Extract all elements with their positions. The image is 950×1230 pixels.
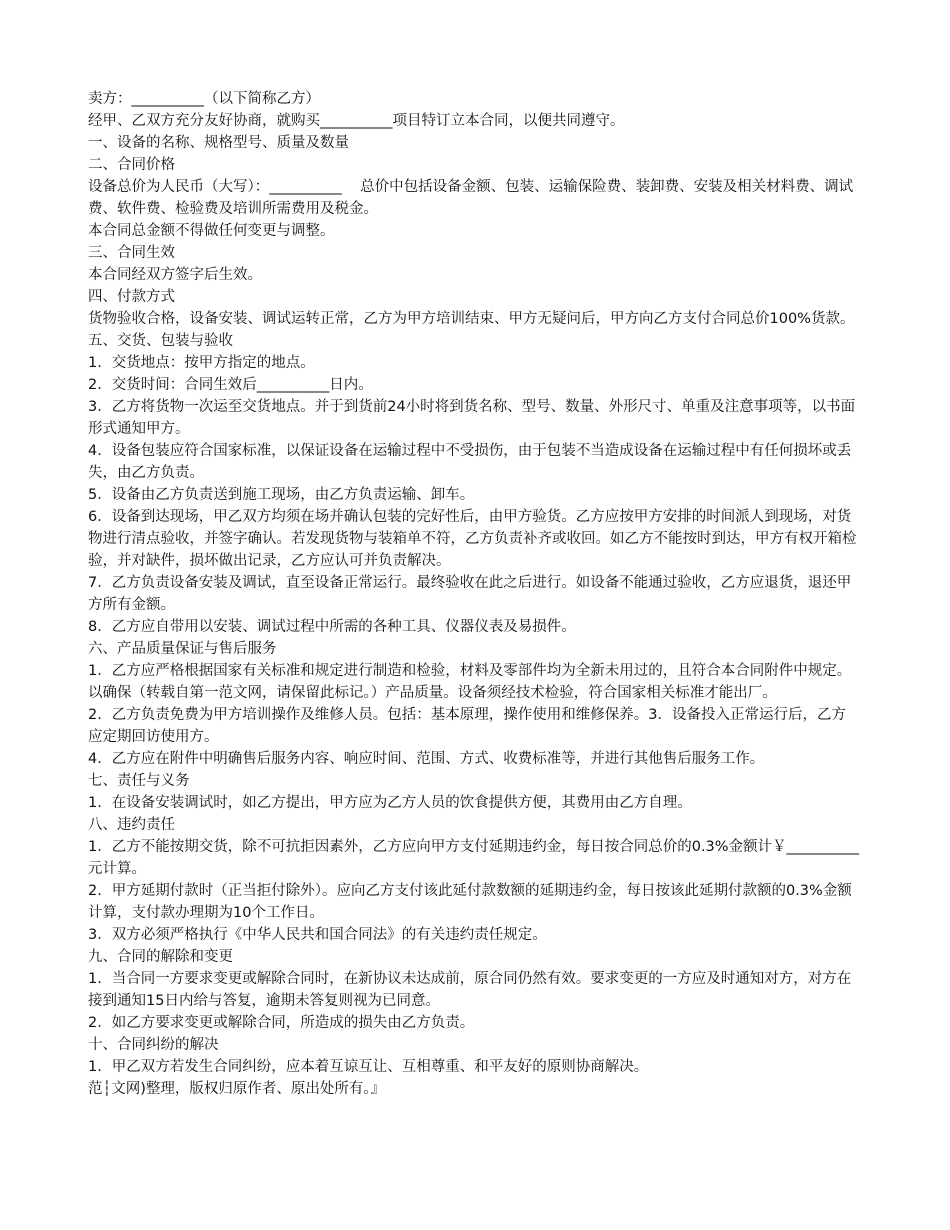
clause-delivery-7: 7．乙方负责设备安装及调试，直至设备正常运行。最终验收在此之后进行。如设备不能通过验收，乙方应退货，退还甲方所有金额。 (88, 575, 852, 613)
preamble-line: 经甲、乙双方充分友好协商，就购买__________项目特订立本合同，以便共同遵守。 (88, 113, 625, 129)
section-heading-10: 十、合同纠纷的解决 (88, 1037, 219, 1053)
clause-delivery-1: 1．交货地点：按甲方指定的地点。 (88, 355, 315, 371)
section-heading-6: 六、产品质量保证与售后服务 (88, 641, 277, 657)
clause-quality-2: 2．乙方负责免费为甲方培训操作及维修人员。包括：基本原理，操作使用和维修保养。3．设备投入正常运行后，乙方应定期回访使用方。 (88, 707, 846, 745)
section-heading-1: 一、设备的名称、规格型号、质量及数量 (88, 135, 349, 151)
source-footer-line: 范┆文网)整理，版权归原作者、原出处所有。』 (88, 1081, 386, 1097)
section-heading-8: 八、违约责任 (88, 817, 175, 833)
clause-duty-1: 1．在设备安装调试时，如乙方提出，甲方应为乙方人员的饮食提供方便，其费用由乙方自理。 (88, 795, 692, 811)
section-heading-9: 九、合同的解除和变更 (88, 949, 233, 965)
section-heading-7: 七、责任与义务 (88, 773, 190, 789)
clause-delivery-8: 8．乙方应自带用以安装、调试过程中所需的各种工具、仪器仪表及易损件。 (88, 619, 576, 635)
contract-document (88, 88, 860, 1100)
section-heading-2: 二、合同价格 (88, 157, 175, 173)
clause-delivery-3: 3．乙方将货物一次运至交货地点。并于到货前24小时将到货名称、型号、数量、外形尺寸、单重及注意事项等，以书面形式通知甲方。 (88, 399, 856, 437)
paragraph-payment: 货物验收合格，设备安装、调试运转正常，乙方为甲方培训结束、甲方无疑问后，甲方向乙方支付合同总价100%货款。五、交货、包装与验收 (88, 311, 855, 349)
clause-delivery-6: 6．设备到达现场，甲乙双方均须在场并确认包装的完好性后，由甲方验货。乙方应按甲方安排的时间派人到现场，对货物进行清点验收，并签字确认。若发现货物与装箱单不符，乙方负责补齐或收回。如乙方不能按时到达，甲方有权开箱检验，并对缺件，损坏做出记录，乙方应认可并负责解决。 (88, 509, 857, 569)
clause-quality-4: 4．乙方应在附件中明确售后服务内容、响应时间、范围、方式、收费标准等，并进行其他售后服务工作。 (88, 751, 765, 767)
paragraph-no-change: 本合同总金额不得做任何变更与调整。 (88, 223, 335, 239)
clause-dispute-1: 1．甲乙双方若发生合同纠纷，应本着互谅互让、互相尊重、和平友好的原则协商解决。 (88, 1059, 649, 1075)
seller-line: 卖方：__________（以下简称乙方） (88, 91, 320, 107)
clause-delivery-5: 5．设备由乙方负责送到施工现场，由乙方负责运输、卸车。 (88, 487, 475, 503)
paragraph-total-price: 设备总价为人民币（大写）：__________ 总价中包括设备金额、包装、运输保险费、装卸费、安装及相关材料费、调试费、软件费、检验费及培训所需费用及税金。 (88, 179, 854, 217)
clause-breach-3: 3．双方必须严格执行《中华人民共和国合同法》的有关违约责任规定。 (88, 927, 547, 943)
section-heading-3: 三、合同生效 (88, 245, 175, 261)
clause-quality-1: 1．乙方应严格根据国家有关标准和规定进行制造和检验，材料及零部件均为全新未用过的，且符合本合同附件中规定。以确保（转载自第一范文网，请保留此标记。）产品质量。设备须经技术检验，符合国家相关标准才能出厂。 (88, 663, 852, 701)
paragraph-effective: 本合同经双方签字后生效。 (88, 267, 262, 283)
clause-breach-2: 2．甲方延期付款时（正当拒付除外）。应向乙方支付该此延付款数额的延期违约金，每日按该此延期付款额的0.3%金额计算，支付款办理期为10个工作日。 (88, 883, 852, 921)
clause-delivery-2: 2．交货时间：合同生效后__________日内。 (88, 377, 373, 393)
section-heading-4: 四、付款方式 (88, 289, 175, 305)
clause-termination-1: 1．当合同一方要求变更或解除合同时，在新协议未达成前，原合同仍然有效。要求变更的一方应及时通知对方，对方在接到通知15日内给与答复，逾期未答复则视为已同意。 (88, 971, 852, 1009)
clause-termination-2: 2．如乙方要求变更或解除合同，所造成的损失由乙方负责。 (88, 1015, 475, 1031)
clause-delivery-4: 4．设备包装应符合国家标准，以保证设备在运输过程中不受损伤，由于包装不当造成设备在运输过程中有任何损坏或丢失，由乙方负责。 (88, 443, 852, 481)
clause-breach-1: 1．乙方不能按期交货，除不可抗拒因素外，乙方应向甲方支付延期违约金，每日按合同总价的0.3%金额计￥__________元计算。 (88, 839, 860, 877)
